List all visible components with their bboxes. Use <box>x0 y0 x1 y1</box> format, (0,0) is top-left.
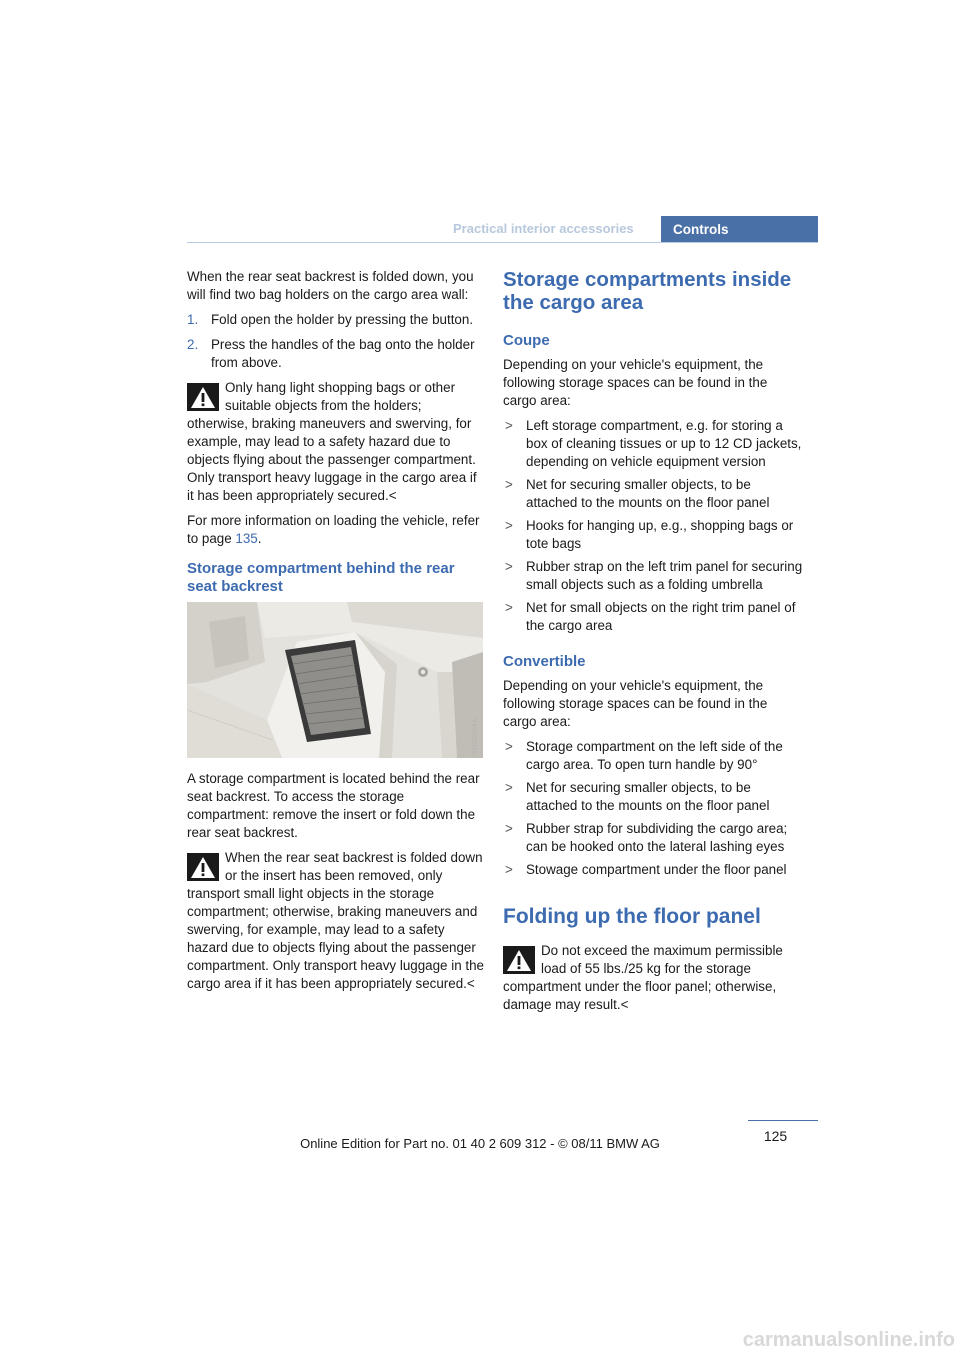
warning-triangle-icon <box>187 853 219 881</box>
step-text: Fold open the holder by pressing the button. <box>211 312 474 327</box>
bullet-marker: > <box>505 600 513 615</box>
watermark: carmanualsonline.info <box>742 1329 955 1351</box>
list-item-text: Rubber strap for subdividing the cargo area; can be hooked onto the lateral lashing eyes <box>526 821 788 854</box>
list-item <box>503 820 803 856</box>
page-reference-link[interactable]: 135 <box>235 531 258 546</box>
list-item <box>503 738 803 774</box>
step-number: 2. <box>187 337 199 352</box>
bullet-marker: > <box>505 739 513 754</box>
warning-text: Do not exceed the maximum permissible load of 55 lbs./25 kg for the storage compartment under the floor panel; otherwise, damage may result.< <box>503 943 783 1012</box>
list-item-text: Stowage compartment under the floor panel <box>526 862 787 877</box>
rear-storage-photo <box>187 602 483 758</box>
subheading-rear-storage: Storage compartment behind the rear seat backrest <box>187 560 455 595</box>
subheading-convertible: Convertible <box>503 653 586 670</box>
more-info-end: . <box>257 531 262 546</box>
bullet-marker: > <box>505 477 513 492</box>
header-section-title: Practical interior accessories <box>453 221 634 236</box>
subheading-coupe: Coupe <box>503 332 550 349</box>
list-item <box>503 476 803 512</box>
list-item <box>503 779 803 815</box>
convertible-intro: Depending on your vehicle's equipment, the following storage spaces can be found in the cargo area: <box>503 678 768 729</box>
list-item-text: Net for securing smaller objects, to be attached to the mounts on the floor panel <box>526 477 770 510</box>
bullet-marker: > <box>505 418 513 433</box>
step-2 <box>187 336 484 372</box>
warning-triangle-icon <box>503 946 535 974</box>
bullet-marker: > <box>505 821 513 836</box>
header-chapter-tab: Controls <box>661 216 818 242</box>
step-text: Press the handles of the bag onto the holder from above. <box>211 337 475 370</box>
left-column <box>187 268 484 1000</box>
list-item <box>503 558 803 594</box>
more-info-text: For more information on loading the vehicle, refer to page <box>187 513 480 546</box>
rear-storage-description: A storage compartment is located behind the rear seat backrest. To access the storage compartment: remove the insert or fold down the rear seat backrest. <box>187 771 480 840</box>
image-code: W1S0304A <box>472 718 479 754</box>
list-item <box>503 517 803 553</box>
warning-floor-panel <box>503 942 803 1014</box>
right-column <box>503 268 803 1021</box>
list-item <box>503 599 803 635</box>
step-number: 1. <box>187 312 199 327</box>
page-number: 125 <box>763 1128 788 1144</box>
heading-floor-panel: Folding up the floor panel <box>503 905 761 928</box>
page-number-rule <box>748 1120 818 1121</box>
step-1 <box>187 311 484 329</box>
more-info <box>187 512 484 548</box>
coupe-intro: Depending on your vehicle's equipment, the following storage spaces can be found in the cargo area: <box>503 357 768 408</box>
bag-holder-intro: When the rear seat backrest is folded down, you will find two bag holders on the cargo area wall: <box>187 269 474 302</box>
bullet-marker: > <box>505 780 513 795</box>
footer-edition: Online Edition for Part no. 01 40 2 609 312 - © 08/11 BMW AG <box>300 1136 660 1151</box>
warning-rear-storage <box>187 849 484 993</box>
warning-text: Only hang light shopping bags or other suitable objects from the holders; otherwise, braking maneuvers and swerving, for example, may lead to a safety hazard due to objects flying about the passenger compartment. Only transport heavy luggage in the cargo area if it has been appropriately secured.< <box>187 380 477 503</box>
header-rule <box>187 242 818 243</box>
list-item-text: Net for securing smaller objects, to be attached to the mounts on the floor panel <box>526 780 770 813</box>
list-item <box>503 861 803 879</box>
warning-triangle-icon <box>187 383 219 411</box>
bullet-marker: > <box>505 862 513 877</box>
list-item <box>503 417 803 471</box>
storage-compartment-illustration <box>187 602 483 758</box>
bullet-marker: > <box>505 559 513 574</box>
list-item-text: Rubber strap on the left trim panel for securing small objects such as a folding umbrella <box>526 559 803 592</box>
list-item-text: Net for small objects on the right trim panel of the cargo area <box>526 600 796 633</box>
list-item-text: Hooks for hanging up, e.g., shopping bags or tote bags <box>526 518 794 551</box>
bullet-marker: > <box>505 518 513 533</box>
warning-text: When the rear seat backrest is folded down or the insert has been removed, only transport small light objects in the storage compartment; otherwise, braking maneuvers and swerving, for example, may lead to a safety hazard due to objects flying about the passenger compartment. Only transport heavy luggage in the cargo area if it has been appropriately secured.< <box>187 850 484 991</box>
list-item-text: Left storage compartment, e.g. for storing a box of cleaning tissues or up to 12 CD jackets, depending on vehicle equipment version <box>526 418 802 469</box>
list-item-text: Storage compartment on the left side of the cargo area. To open turn handle by 90° <box>526 739 783 772</box>
warning-bag-holders <box>187 379 484 505</box>
heading-cargo-storage: Storage compartments inside the cargo area <box>503 268 792 314</box>
